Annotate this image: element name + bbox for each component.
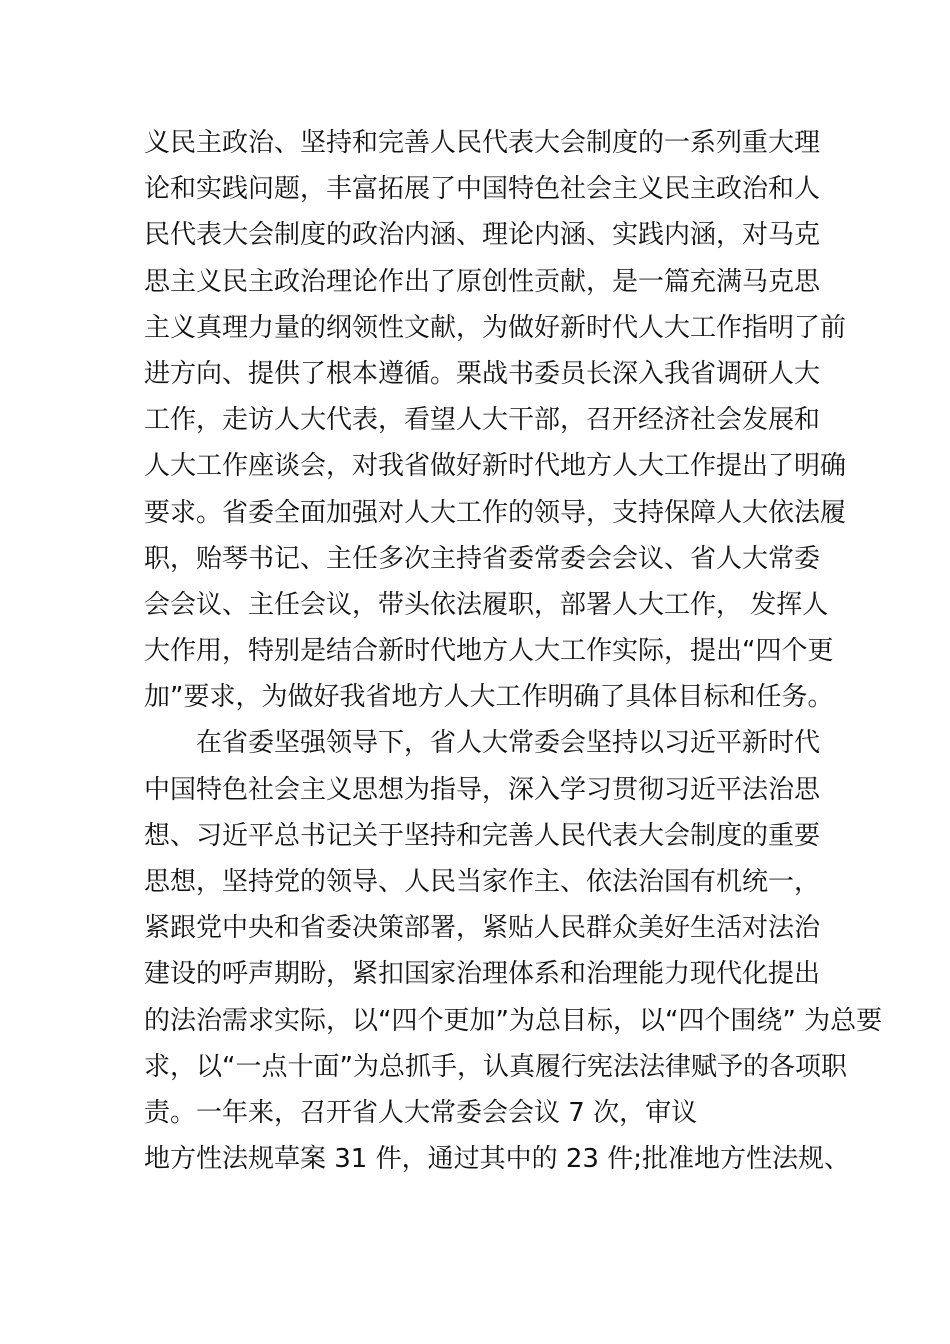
- text-line: 紧跟党中央和省委决策部署，紧贴人民群众美好生活对法治: [144, 913, 821, 944]
- text-line: 思主义民主政治理论作出了原创性贡献，是一篇充满马克思: [144, 266, 821, 297]
- text-line: 工作，走访人大代表，看望人大干部，召开经济社会发展和: [144, 405, 821, 436]
- text-line: 主义真理力量的纲领性文献，为做好新时代人大工作指明了前: [144, 312, 847, 343]
- text-line: 义民主政治、坚持和完善人民代表大会制度的一系列重大理: [144, 128, 821, 158]
- text-line: 的法治需求实际，以“四个更加”为总目标，以“四个围绕” 为总要: [144, 1005, 883, 1036]
- text-line: 论和实践问题，丰富拓展了中国特色社会主义民主政治和人: [144, 174, 821, 205]
- text-line: 责。一年来，召开省人大常委会会议 7 次，审议: [144, 1097, 698, 1128]
- text-line: 建设的呼声期盼，紧扣国家治理体系和治理能力现代化提出: [144, 959, 821, 990]
- text-line: 求，以“一点十面”为总抓手，认真履行宪法法律赋予的各项职: [144, 1051, 847, 1082]
- text-line: 民代表大会制度的政治内涵、理论内涵、实践内涵，对马克: [144, 220, 821, 251]
- document-body: [144, 120, 883, 1182]
- text-line: 会会议、主任会议，带头依法履职，部署人大工作， 发挥人: [144, 589, 829, 620]
- text-line: 要求。省委全面加强对人大工作的领导，支持保障人大依法履: [144, 497, 847, 528]
- text-line: 中国特色社会主义思想为指导，深入学习贯彻习近平法治思: [144, 774, 821, 805]
- text-line: 进方向、提供了根本遵循。栗战书委员长深入我省调研人大: [144, 358, 821, 389]
- text-line: 人大工作座谈会，对我省做好新时代地方人大工作提出了明确: [144, 451, 847, 482]
- text-line: 地方性法规草案 31 件，通过其中的 23 件;批准地方性法规、: [144, 1144, 850, 1175]
- text-line: 职，贻琴书记、主任多次主持省委常委会会议、省人大常委: [144, 543, 821, 574]
- text-line: 思想，坚持党的领导、人民当家作主、依法治国有机统一，: [144, 867, 821, 897]
- paragraph-first-line: 在省委坚强领导下，省人大常委会坚持以习近平新时代: [196, 728, 821, 759]
- text-line: 加”要求，为做好我省地方人大工作明确了具体目标和任务。: [144, 682, 834, 713]
- text-line: 大作用，特别是结合新时代地方人大工作实际，提出“四个更: [144, 636, 834, 667]
- text-line: 想、习近平总书记关于坚持和完善人民代表大会制度的重要: [144, 820, 821, 851]
